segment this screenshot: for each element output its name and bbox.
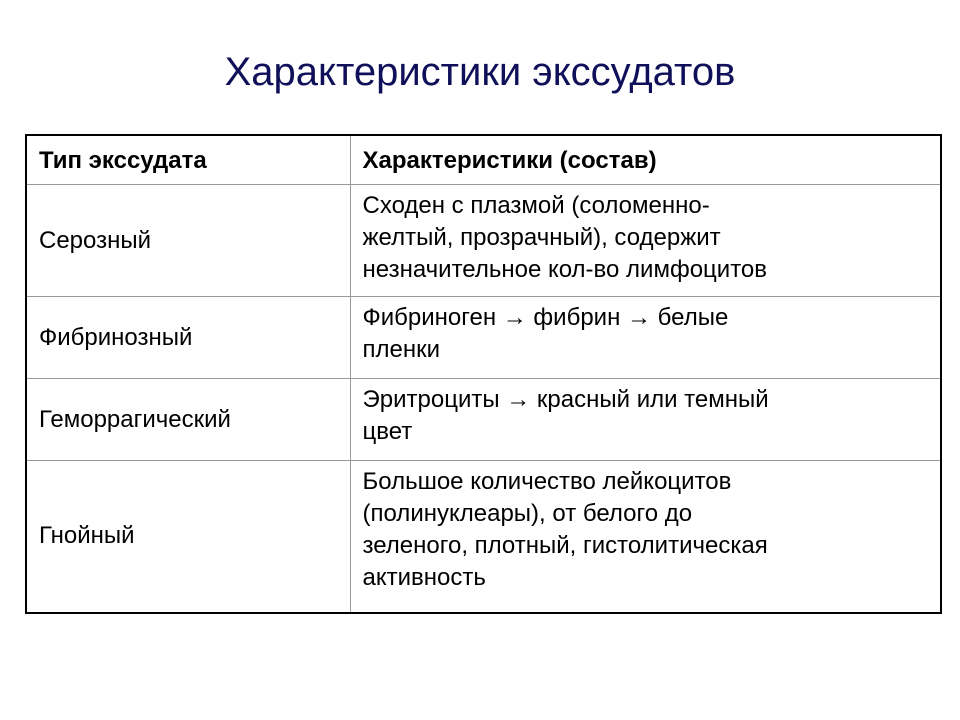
desc-line: Эритроциты → красный или темный [362, 386, 769, 413]
header-characteristics: Характеристики (состав) [350, 135, 941, 185]
header-type: Тип экссудата [26, 135, 350, 185]
table-row [26, 297, 941, 379]
table-header-row [26, 135, 941, 185]
cell-type: Геморрагический [26, 379, 350, 461]
desc-line: пленки [362, 336, 441, 363]
desc-line: зеленого, плотный, гистолитическая [362, 532, 768, 559]
cell-type: Серозный [26, 185, 350, 297]
desc-line: незначительное кол-во лимфоцитов [362, 256, 768, 283]
desc-line: Сходен с плазмой (соломенно- [362, 192, 710, 219]
table-row [26, 185, 941, 297]
cell-characteristics [350, 379, 941, 461]
cell-type: Гнойный [26, 461, 350, 613]
desc-line: (полинуклеары), от белого до [362, 500, 693, 527]
cell-characteristics [350, 185, 941, 297]
desc-line: Фибриноген → фибрин → белые [362, 304, 729, 331]
desc-line: цвет [362, 418, 413, 445]
table-row [26, 461, 941, 613]
exudate-table [25, 134, 942, 614]
cell-type: Фибринозный [26, 297, 350, 379]
slide-title: Характеристики экссудатов [224, 50, 736, 94]
cell-characteristics [350, 461, 941, 613]
cell-characteristics [350, 297, 941, 379]
table-row [26, 379, 941, 461]
desc-line: активность [362, 564, 486, 591]
desc-line: Большое количество лейкоцитов [362, 468, 732, 495]
desc-line: желтый, прозрачный), содержит [362, 224, 721, 251]
